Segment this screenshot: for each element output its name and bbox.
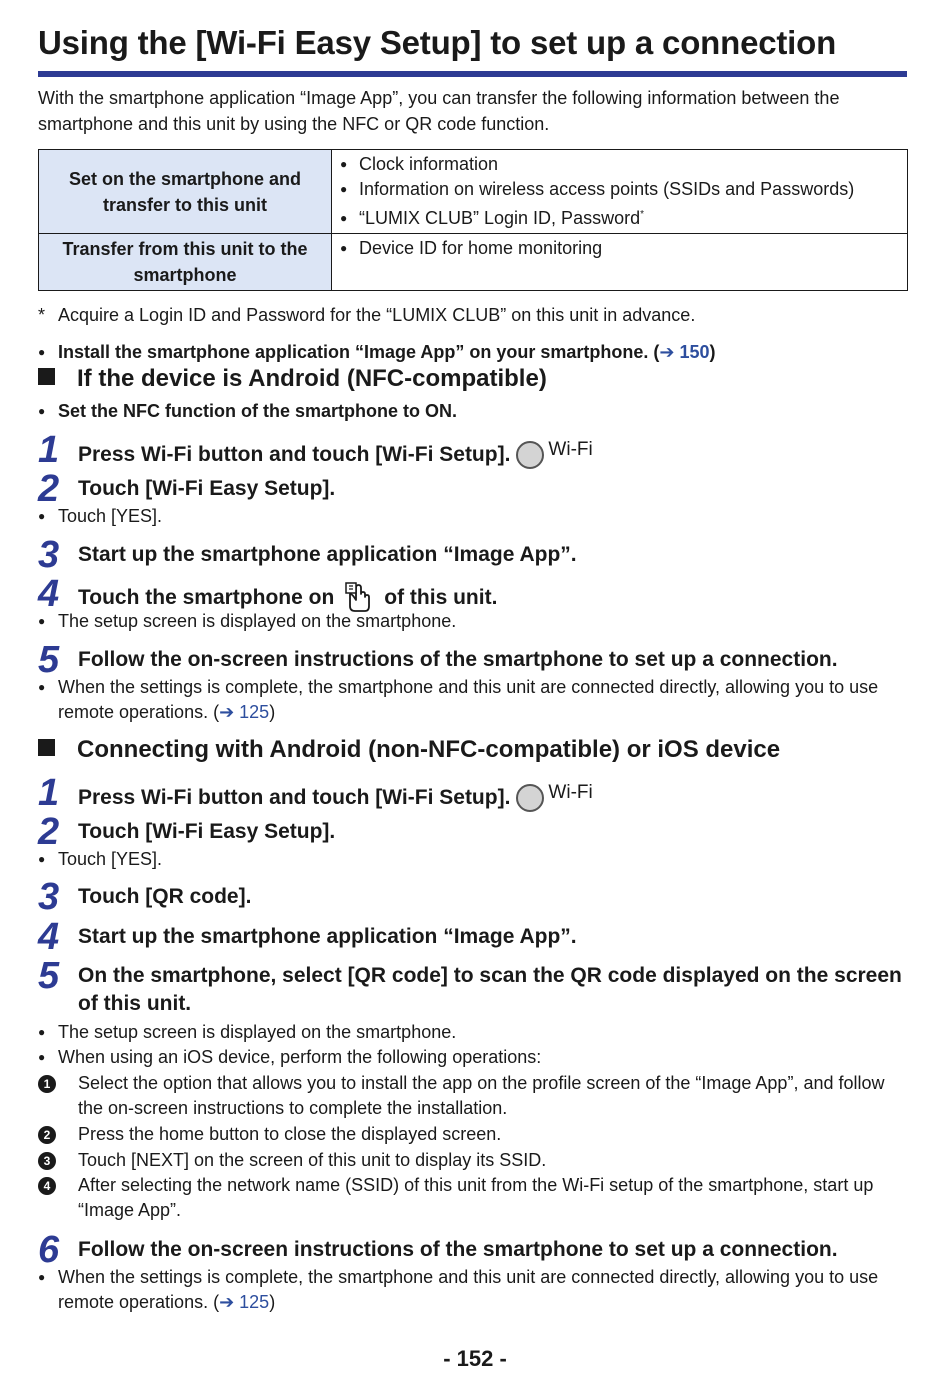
wifi-button-label: Wi-Fi bbox=[548, 782, 593, 803]
paren: ) bbox=[269, 702, 276, 722]
pre-note: ● Set the NFC function of the smartphone to ON. bbox=[38, 401, 457, 421]
step-note-text: The setup screen is displayed on the smartphone. bbox=[58, 1022, 457, 1042]
step-text: On the smartphone, select [QR code] to scan the QR code displayed on the screen of this unit. bbox=[78, 964, 902, 1015]
step-text: Touch [Wi-Fi Easy Setup]. bbox=[78, 477, 336, 500]
pre-note-text: Set the NFC function of the smartphone to ON. bbox=[58, 401, 457, 421]
step-number: 2 bbox=[38, 811, 60, 853]
step-note: ● When using an iOS device, perform the following operations: bbox=[38, 1047, 542, 1067]
step-number: 5 bbox=[38, 955, 60, 997]
install-note-text: Install the smartphone application “Image App” on your smartphone. ( bbox=[58, 342, 660, 362]
step-text: Touch [Wi-Fi Easy Setup]. bbox=[78, 820, 336, 843]
step-note-text: Touch [YES]. bbox=[58, 849, 163, 869]
row-values bbox=[332, 234, 908, 291]
page-link[interactable]: ➔ 125 bbox=[219, 1292, 270, 1312]
step-text-before: Touch the smartphone on bbox=[78, 586, 335, 609]
page-number: - 152 - bbox=[443, 1346, 507, 1371]
row-header: Set on the smartphone and transfer to this unit bbox=[39, 150, 332, 234]
square-bullet-icon bbox=[38, 368, 55, 385]
table-row bbox=[39, 234, 908, 291]
step-note-text: When the settings is complete, the smartphone and this unit are connected directly, allowing you to use remote operations. ( bbox=[58, 1267, 879, 1312]
footnote-mark: * bbox=[38, 305, 46, 325]
list-item bbox=[340, 202, 899, 231]
page-link[interactable]: ➔ 150 bbox=[659, 342, 710, 362]
step-number: 6 bbox=[38, 1229, 60, 1271]
step-number: 2 bbox=[38, 468, 60, 510]
step-text bbox=[78, 779, 593, 812]
section-heading-text: Connecting with Android (non-NFC-compatible) or iOS device bbox=[77, 736, 781, 763]
table-row bbox=[39, 150, 908, 234]
page-title: Using the [Wi-Fi Easy Setup] to set up a connection bbox=[38, 24, 837, 61]
circled-number: 1 bbox=[38, 1075, 56, 1093]
ios-operation-item bbox=[38, 1148, 908, 1173]
wifi-button-icon bbox=[516, 784, 544, 812]
step-number: 4 bbox=[38, 916, 60, 958]
step-note: ● When the settings is complete, the smartphone and this unit are connected directly, allowing you to use remote operations. (➔ 125) bbox=[38, 677, 879, 722]
install-note: ● Install the smartphone application “Image App” on your smartphone. (➔ 150) bbox=[38, 342, 716, 362]
list-item: ● Device ID for home monitoring bbox=[340, 236, 899, 261]
step-text: Start up the smartphone application “Image App”. bbox=[78, 925, 577, 948]
step-note: ● Touch [YES]. bbox=[38, 849, 163, 869]
step-number: 1 bbox=[38, 429, 60, 471]
step-text bbox=[78, 436, 593, 469]
step-number: 3 bbox=[38, 876, 60, 918]
page-link[interactable]: ➔ 125 bbox=[219, 702, 270, 722]
ios-operation-text: Select the option that allows you to install the app on the profile screen of the “Image App”, and follow the on-screen instructions to complete the installation. bbox=[78, 1073, 885, 1118]
paren: ) bbox=[269, 1292, 276, 1312]
step-note-text: The setup screen is displayed on the smartphone. bbox=[58, 611, 457, 631]
ios-operation-item bbox=[38, 1071, 908, 1121]
step-number: 1 bbox=[38, 772, 60, 814]
step-text: Touch [QR code]. bbox=[78, 885, 252, 908]
info-table bbox=[38, 149, 908, 291]
row-header: Transfer from this unit to the smartphone bbox=[39, 234, 332, 291]
wifi-button-icon bbox=[516, 441, 544, 469]
paren: ) bbox=[709, 342, 716, 362]
footnote-mark: * bbox=[640, 209, 644, 220]
ios-operation-item bbox=[38, 1122, 908, 1147]
section-heading-non-nfc bbox=[38, 736, 780, 764]
footnote bbox=[38, 302, 695, 328]
section-heading-text: If the device is Android (NFC-compatible) bbox=[77, 365, 547, 392]
step-note-text: Touch [YES]. bbox=[58, 506, 163, 526]
step-text-body: Press Wi-Fi button and touch [Wi-Fi Setup]. bbox=[78, 786, 511, 809]
circled-number: 2 bbox=[38, 1126, 56, 1144]
intro-paragraph: With the smartphone application “Image App”, you can transfer the following information between the smartphone and this unit by using the NFC or QR code function. bbox=[38, 88, 840, 134]
row-values bbox=[332, 150, 908, 234]
step-text: Follow the on-screen instructions of the smartphone to set up a connection. bbox=[78, 648, 838, 671]
step-text: Start up the smartphone application “Image App”. bbox=[78, 543, 577, 566]
ios-operation-text: After selecting the network name (SSID) of this unit from the Wi-Fi setup of the smartphone, start up “Image App”. bbox=[78, 1175, 874, 1220]
step-number: 5 bbox=[38, 639, 60, 681]
step-note-text: When using an iOS device, perform the following operations: bbox=[58, 1047, 542, 1067]
circled-number: 4 bbox=[38, 1177, 56, 1195]
step-number: 3 bbox=[38, 534, 60, 576]
ios-operation-text: Press the home button to close the displayed screen. bbox=[78, 1124, 502, 1144]
step-note: ● Touch [YES]. bbox=[38, 506, 163, 526]
list-item-text: “LUMIX CLUB” Login ID, Password bbox=[359, 208, 641, 228]
ios-operation-item bbox=[38, 1173, 908, 1223]
title-underline bbox=[38, 71, 907, 77]
step-note: ● When the settings is complete, the smartphone and this unit are connected directly, allowing you to use remote operations. (➔ 125) bbox=[38, 1267, 879, 1312]
list-item: ● Clock information bbox=[340, 152, 899, 177]
step-note: ● The setup screen is displayed on the smartphone. bbox=[38, 611, 457, 631]
square-bullet-icon bbox=[38, 739, 55, 756]
step-number: 4 bbox=[38, 573, 60, 615]
step-text: Follow the on-screen instructions of the smartphone to set up a connection. bbox=[78, 1238, 838, 1261]
section-heading-android-nfc bbox=[38, 365, 547, 393]
step-text-body: Press Wi-Fi button and touch [Wi-Fi Setup]. bbox=[78, 443, 511, 466]
step-note-text: When the settings is complete, the smartphone and this unit are connected directly, allowing you to use remote operations. ( bbox=[58, 677, 879, 722]
footnote-text: Acquire a Login ID and Password for the “LUMIX CLUB” on this unit in advance. bbox=[58, 305, 696, 325]
list-item: ● Information on wireless access points (SSIDs and Passwords) bbox=[340, 177, 899, 202]
step-text-after: of this unit. bbox=[384, 586, 498, 609]
step-note: ● The setup screen is displayed on the smartphone. bbox=[38, 1022, 457, 1042]
circled-number: 3 bbox=[38, 1152, 56, 1170]
ios-operation-text: Touch [NEXT] on the screen of this unit to display its SSID. bbox=[78, 1150, 547, 1170]
wifi-button-label: Wi-Fi bbox=[548, 439, 593, 460]
